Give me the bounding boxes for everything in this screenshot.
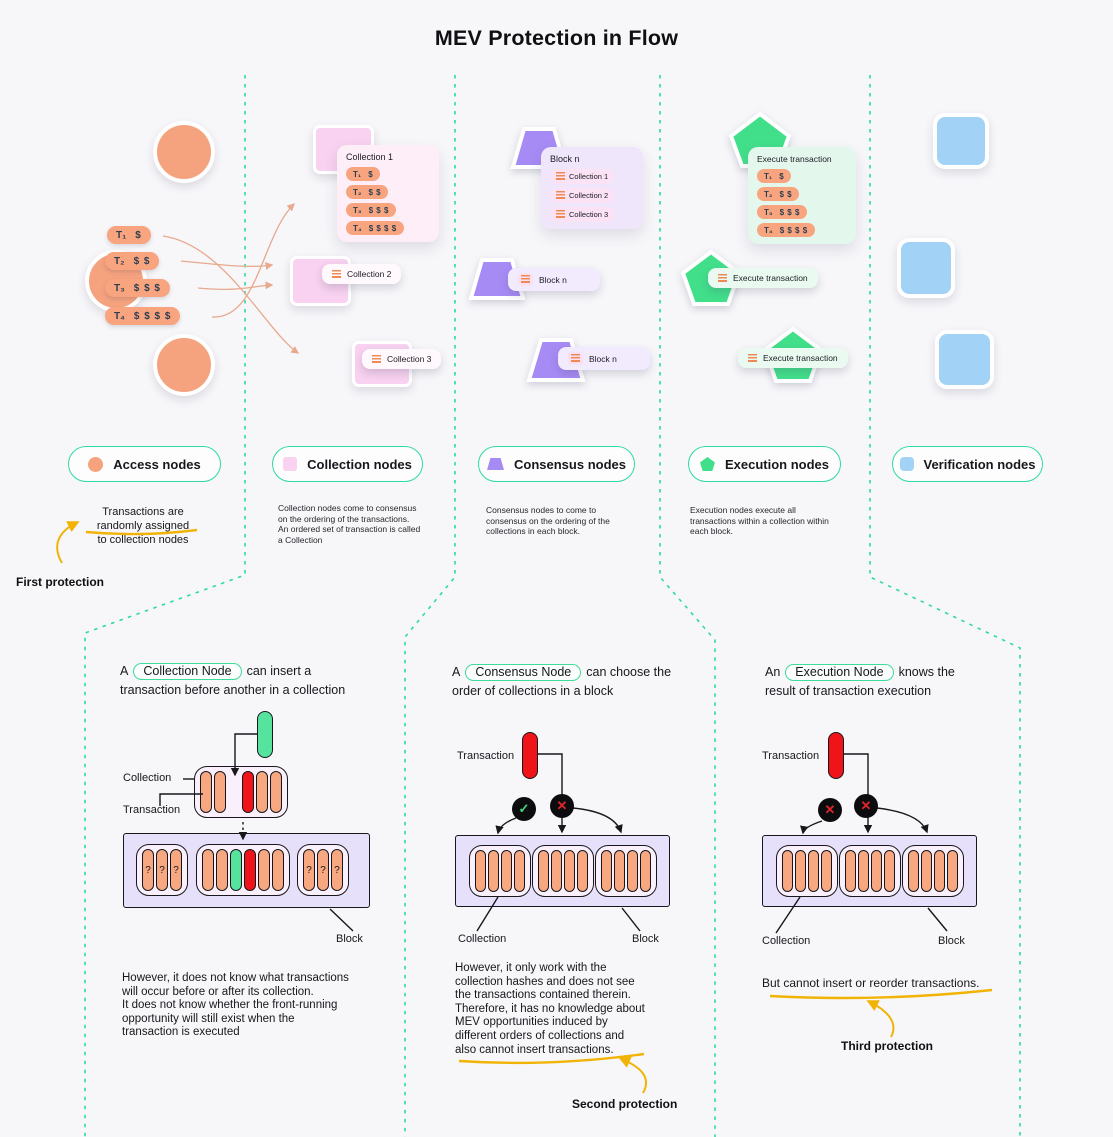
label-text: Block n	[589, 353, 617, 364]
description-line: An ordered set of transaction is called	[278, 524, 421, 534]
transaction-pill	[258, 849, 270, 891]
inserted-transaction-pill	[230, 849, 242, 891]
heading-line2: order of collections in a block	[452, 684, 614, 698]
transaction-amount: $ $	[368, 187, 382, 197]
transaction-pill	[908, 850, 919, 892]
transaction-pill	[105, 252, 159, 270]
list-icon	[372, 355, 381, 364]
execution-node-heading	[765, 663, 955, 701]
transaction-pill	[216, 849, 228, 891]
transaction-amount: $ $	[133, 255, 151, 267]
transaction-pill	[501, 850, 512, 892]
paragraph-line: collection hashes and does not see	[455, 975, 635, 988]
description-line: to collection nodes	[97, 534, 189, 546]
paragraph-line: the transactions contained therein.	[455, 989, 631, 1002]
transaction-pill	[105, 307, 180, 325]
transaction-pill	[640, 850, 651, 892]
transaction-id: T₄	[353, 223, 362, 233]
block-n-label	[558, 347, 650, 370]
block-n-card	[541, 147, 643, 229]
collection	[595, 845, 657, 897]
transaction-pill	[858, 850, 869, 892]
collection-node-pill: Collection Node	[133, 663, 241, 680]
first-protection-label: First protection	[16, 575, 105, 589]
collection	[532, 845, 594, 897]
collection-mini-icon	[518, 273, 533, 286]
verification-node-square	[933, 113, 989, 169]
block-container	[762, 835, 977, 907]
heading-prefix: A	[452, 665, 461, 679]
block-container	[455, 835, 670, 907]
list-icon	[521, 275, 530, 284]
conclusion-underlined: cannot insert or reorder transactions.	[783, 976, 980, 990]
transaction-pill	[871, 850, 882, 892]
transaction-amount: $ $ $ $	[368, 223, 397, 233]
list-icon	[556, 172, 565, 181]
collection-label: Collection	[762, 935, 811, 947]
legend-execution-nodes	[688, 446, 841, 482]
block-label: Block	[632, 933, 659, 945]
transaction-pill	[346, 167, 380, 181]
block-label: Block	[336, 933, 363, 945]
transaction-amount: $ $ $	[779, 207, 800, 217]
verification-node-square	[897, 238, 955, 298]
transaction-pill	[514, 850, 525, 892]
unknown-transaction-pill: ?	[331, 849, 343, 891]
description-line: Collection nodes come to consensus	[278, 503, 417, 513]
description-line: Execution nodes execute all	[690, 505, 796, 515]
access-description	[73, 505, 213, 547]
collection	[776, 845, 838, 897]
collection-2-label	[322, 264, 401, 284]
transaction-pill	[757, 187, 799, 201]
transaction-pill	[921, 850, 932, 892]
red-transaction-pill	[522, 732, 538, 779]
heading-line2: result of transaction execution	[765, 684, 932, 698]
transaction-amount: $ $ $	[368, 205, 389, 215]
paragraph-line: different orders of collections and	[455, 1029, 625, 1042]
execution-description	[690, 505, 860, 537]
transaction-pill	[214, 771, 226, 813]
collection-3-label	[362, 349, 441, 369]
transaction-pill	[202, 849, 214, 891]
transaction-label: Transaction	[457, 750, 515, 762]
label-text: Execute transaction	[763, 353, 838, 363]
check-mark-icon: ✓	[512, 797, 536, 821]
transaction-amount: $ $ $	[133, 282, 161, 294]
list-icon	[332, 270, 341, 279]
paragraph-line: will occur before or after its collection.	[122, 985, 314, 998]
cross-mark-icon: ✕	[550, 794, 574, 818]
description-line-underlined: randomly assigned	[96, 520, 190, 532]
transaction-pill	[627, 850, 638, 892]
verification-node-square	[935, 330, 994, 389]
transaction-amount: $ $ $ $	[133, 310, 172, 322]
transaction-label: Transaction	[762, 750, 820, 762]
execute-transaction-label	[708, 268, 818, 288]
heading-suffix: can choose the	[586, 665, 672, 679]
description-line: a Collection	[278, 534, 323, 545]
transaction-id: T₃	[764, 207, 773, 217]
transaction-pill	[614, 850, 625, 892]
legend-consensus-nodes	[478, 446, 635, 482]
transaction-id: T₂	[353, 187, 362, 197]
card-title: Block n	[550, 154, 580, 164]
transaction-pill	[845, 850, 856, 892]
transaction-id: T₄	[114, 310, 125, 322]
paragraph-line: It does not know whether the front-running	[122, 999, 338, 1012]
chip-text: Collection 1	[569, 172, 609, 181]
transaction-id: T₄	[764, 225, 773, 235]
legend-access-nodes	[68, 446, 221, 482]
description-line: Consensus nodes to come to	[486, 505, 597, 515]
red-transaction-pill	[828, 732, 844, 779]
consensus-node-icon	[487, 458, 504, 470]
transaction-pill	[757, 223, 815, 237]
heading-prefix: An	[765, 665, 781, 679]
heading-suffix: knows the	[898, 665, 955, 679]
paragraph-line: However, it does not know what transactions	[122, 972, 349, 984]
transaction-pill	[564, 850, 575, 892]
unknown-transaction-pill: ?	[170, 849, 182, 891]
cross-mark-icon: ✕	[818, 798, 842, 822]
unknown-collection	[136, 844, 188, 896]
collection-label: Collection	[123, 772, 172, 784]
transaction-label: Transaction	[123, 804, 181, 816]
transaction-amount: $ $ $ $	[779, 225, 808, 235]
collection	[839, 845, 901, 897]
collection-mini-icon	[568, 352, 583, 365]
execute-transaction-card	[748, 147, 856, 244]
execution-node-pill: Execution Node	[785, 664, 893, 681]
consensus-node-paragraph	[455, 962, 645, 1057]
list-icon	[556, 210, 565, 219]
collection-1-card	[337, 145, 439, 242]
description-line: Transactions are	[102, 506, 184, 518]
cross-mark-icon: ✕	[854, 794, 878, 818]
transaction-pill	[601, 850, 612, 892]
transaction-pill	[256, 771, 268, 813]
chip-text: Collection 2	[569, 191, 609, 200]
transaction-pill	[475, 850, 486, 892]
target-transaction-pill	[244, 849, 256, 891]
list-icon	[556, 191, 565, 200]
transaction-pill	[551, 850, 562, 892]
collection-chip	[550, 188, 614, 203]
transaction-id: T₃	[114, 282, 125, 294]
legend-label: Access nodes	[113, 456, 201, 472]
access-node-circle	[153, 334, 215, 396]
consensus-node-pill: Consensus Node	[465, 664, 581, 681]
inserted-transaction-pill	[257, 711, 273, 758]
block-n-label	[508, 268, 600, 291]
collection	[902, 845, 964, 897]
execute-transaction-label	[738, 348, 848, 368]
transaction-pill	[346, 221, 404, 235]
paragraph-line: transaction is executed	[122, 1026, 240, 1039]
access-node-circle	[153, 121, 215, 183]
transaction-pill	[947, 850, 958, 892]
list-icon	[748, 354, 757, 363]
card-title: Collection 1	[346, 152, 394, 162]
conclusion-prefix: But	[762, 976, 784, 990]
transaction-pill	[270, 771, 282, 813]
underline-cannot-reorder	[770, 990, 992, 998]
collection-node-paragraph	[122, 972, 349, 1040]
transaction-pill	[795, 850, 806, 892]
second-protection-label: Second protection	[572, 1097, 678, 1111]
transaction-amount: $	[368, 169, 374, 179]
target-transaction-pill	[242, 771, 254, 813]
transaction-pill	[782, 850, 793, 892]
block-label: Block	[938, 935, 965, 947]
legend-label: Execution nodes	[724, 456, 830, 472]
transaction-pill	[105, 279, 170, 297]
chip-text: Collection 3	[569, 210, 609, 219]
execution-node-icon	[700, 457, 715, 471]
label-text: Collection 2	[347, 269, 392, 279]
access-node-icon	[88, 457, 103, 472]
verification-node-icon	[900, 457, 914, 471]
transaction-pill	[934, 850, 945, 892]
consensus-description	[486, 505, 646, 537]
card-title: Execute transaction	[757, 154, 832, 164]
transaction-pill	[808, 850, 819, 892]
description-line: on the ordering of the transactions.	[278, 513, 410, 524]
description-line: consensus on the ordering of the	[486, 515, 610, 526]
transaction-id: T₁	[764, 171, 773, 181]
transaction-pill	[538, 850, 549, 892]
legend-verification-nodes	[892, 446, 1043, 482]
transaction-id: T₃	[353, 205, 362, 215]
transaction-pill	[757, 205, 807, 219]
unknown-transaction-pill: ?	[303, 849, 315, 891]
collection-chip	[550, 169, 614, 184]
heading-prefix: A	[120, 664, 129, 678]
description-line: transactions within a collection within	[690, 515, 829, 526]
assignment-arrow	[163, 204, 298, 353]
collection	[469, 845, 531, 897]
collection-chip	[550, 207, 614, 222]
third-protection-arrow	[870, 1002, 893, 1037]
description-line: collections in each block.	[486, 526, 581, 536]
list-icon	[571, 354, 580, 363]
legend-label: Collection nodes	[307, 456, 412, 472]
unknown-transaction-pill: ?	[317, 849, 329, 891]
transaction-pill	[107, 226, 151, 244]
legend-label: Verification nodes	[923, 456, 1036, 472]
list-icon	[718, 274, 727, 283]
transaction-pill	[272, 849, 284, 891]
transaction-pill	[757, 169, 791, 183]
transaction-amount: $	[779, 171, 785, 181]
collection-container	[194, 766, 288, 818]
execution-node-conclusion	[762, 976, 979, 990]
heading-suffix: can insert a	[246, 664, 312, 678]
consensus-node-heading	[452, 663, 671, 701]
paragraph-line: Therefore, it has no knowledge about	[455, 1002, 645, 1015]
legend-collection-nodes	[272, 446, 423, 482]
transaction-pill	[884, 850, 895, 892]
insert-gap	[228, 771, 240, 813]
transaction-pill	[346, 203, 396, 217]
third-protection-label: Third protection	[841, 1039, 933, 1053]
transaction-id: T₁	[353, 169, 362, 179]
transaction-id: T₂	[764, 189, 773, 199]
label-text: Collection 3	[387, 354, 432, 364]
transaction-pill	[821, 850, 832, 892]
label-text: Execute transaction	[733, 273, 808, 283]
transaction-pill	[577, 850, 588, 892]
paragraph-line: However, it only work with the	[455, 962, 607, 974]
collection-description	[278, 503, 443, 545]
transaction-id: T₁	[116, 229, 127, 241]
transaction-amount: $	[135, 229, 142, 241]
collection-label: Collection	[458, 933, 507, 945]
paragraph-line-underlined: also cannot insert transactions.	[455, 1043, 614, 1056]
description-line: each block.	[690, 526, 733, 536]
paragraph-line: opportunity will still exist when the	[122, 1012, 295, 1025]
transaction-pill	[488, 850, 499, 892]
unknown-transaction-pill: ?	[156, 849, 168, 891]
ordered-collection	[196, 844, 290, 896]
unknown-collection	[297, 844, 349, 896]
legend-label: Consensus nodes	[514, 456, 626, 472]
collection-node-heading	[120, 662, 345, 700]
transaction-amount: $ $	[779, 189, 793, 199]
heading-line2: transaction before another in a collection	[120, 683, 346, 697]
paragraph-line: MEV opportunities induced by	[455, 1016, 608, 1029]
block-container	[123, 833, 370, 908]
unknown-transaction-pill: ?	[142, 849, 154, 891]
second-protection-arrow	[622, 1059, 646, 1093]
page-title: MEV Protection in Flow	[434, 26, 679, 50]
transaction-id: T₂	[114, 255, 125, 267]
collection-node-icon	[283, 457, 297, 471]
transaction-pill	[200, 771, 212, 813]
label-text: Block n	[539, 274, 567, 285]
transaction-pill	[346, 185, 388, 199]
